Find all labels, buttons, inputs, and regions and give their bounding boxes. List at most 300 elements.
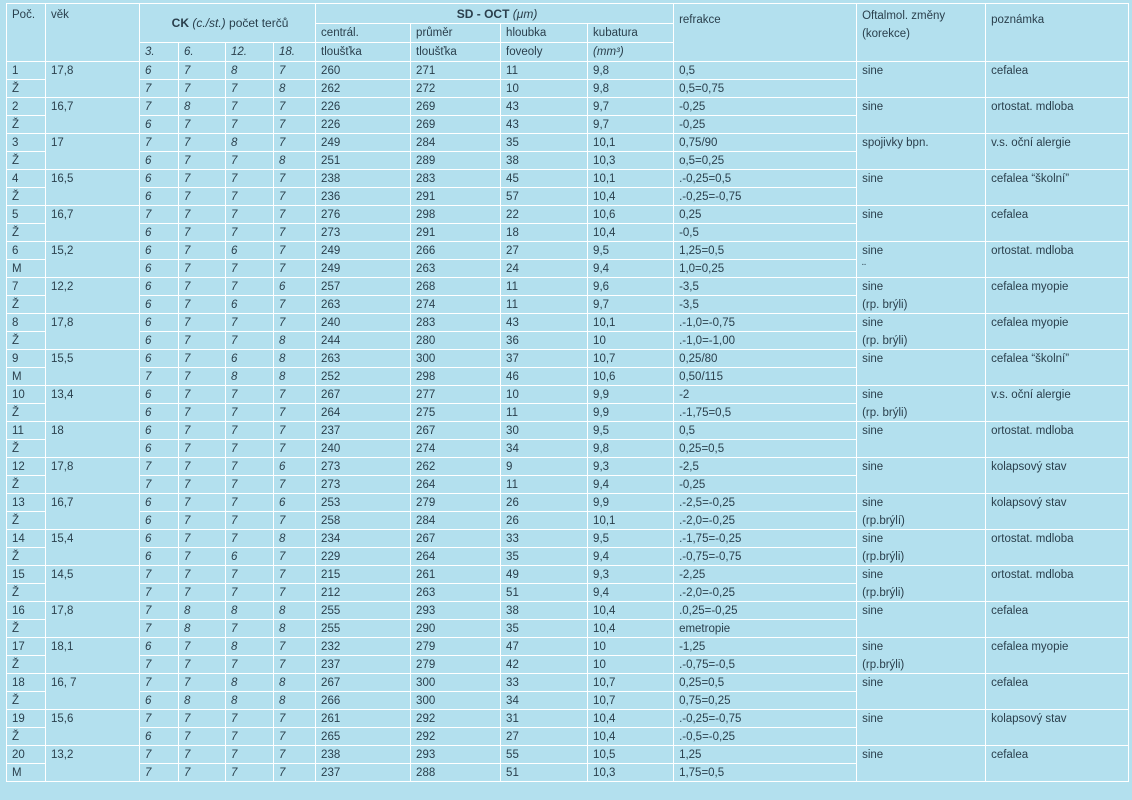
cell-ophthalmic-changes bbox=[857, 116, 986, 134]
cell-patient-number: Ž bbox=[7, 692, 46, 710]
cell-ck-18: 7 bbox=[274, 386, 316, 404]
cell-mean-thickness: 277 bbox=[411, 386, 501, 404]
cell-fovea-depth: 46 bbox=[501, 368, 588, 386]
cell-note: cefalea bbox=[986, 746, 1129, 764]
table-row bbox=[7, 278, 1129, 296]
cell-ck-12: 7 bbox=[226, 188, 274, 206]
cell-fovea-depth: 11 bbox=[501, 62, 588, 80]
cell-refraction: emetropie bbox=[674, 620, 857, 638]
cell-ck-6: 7 bbox=[179, 188, 226, 206]
cell-refraction: -2 bbox=[674, 386, 857, 404]
cell-cubature: 10,5 bbox=[588, 746, 674, 764]
cell-ck-12: 7 bbox=[226, 404, 274, 422]
cell-ck-12: 7 bbox=[226, 530, 274, 548]
cell-ck-18: 7 bbox=[274, 476, 316, 494]
cell-fovea-depth: 34 bbox=[501, 692, 588, 710]
cell-ck-3: 7 bbox=[140, 746, 179, 764]
cell-patient-number: 1 bbox=[7, 62, 46, 80]
cell-fovea-depth: 36 bbox=[501, 332, 588, 350]
cell-patient-number: Ž bbox=[7, 476, 46, 494]
cell-note: ortostat. mdloba bbox=[986, 566, 1129, 584]
cell-ck-3: 6 bbox=[140, 314, 179, 332]
cell-patient-number: 7 bbox=[7, 278, 46, 296]
cell-cubature: 9,9 bbox=[588, 494, 674, 512]
cell-note: kolapsový stav bbox=[986, 458, 1129, 476]
cell-mean-thickness: 279 bbox=[411, 638, 501, 656]
cell-ck-12: 8 bbox=[226, 602, 274, 620]
cell-refraction: 0,75/90 bbox=[674, 134, 857, 152]
cell-central-thickness: 249 bbox=[316, 242, 411, 260]
cell-age: 15,4 bbox=[46, 530, 140, 548]
cell-patient-number: 2 bbox=[7, 98, 46, 116]
table-row bbox=[7, 746, 1129, 764]
cell-age: 17,8 bbox=[46, 62, 140, 80]
cell-patient-number: 4 bbox=[7, 170, 46, 188]
cell-ck-6: 7 bbox=[179, 638, 226, 656]
cell-ophthalmic-changes: (rp.brýli) bbox=[857, 548, 986, 566]
cell-cubature: 10,4 bbox=[588, 620, 674, 638]
cell-refraction: .-2,5=-0,25 bbox=[674, 494, 857, 512]
table-row bbox=[7, 548, 1129, 566]
table-row bbox=[7, 656, 1129, 674]
cell-mean-thickness: 266 bbox=[411, 242, 501, 260]
table-row bbox=[7, 602, 1129, 620]
cell-ck-12: 6 bbox=[226, 296, 274, 314]
cell-ck-6: 7 bbox=[179, 278, 226, 296]
cell-patient-number: 20 bbox=[7, 746, 46, 764]
cell-note bbox=[986, 80, 1129, 98]
cell-note bbox=[986, 368, 1129, 386]
cell-refraction: o,5=0,25 bbox=[674, 152, 857, 170]
cell-ck-3: 6 bbox=[140, 62, 179, 80]
table-row bbox=[7, 386, 1129, 404]
table-row bbox=[7, 692, 1129, 710]
cell-ck-3: 6 bbox=[140, 494, 179, 512]
cell-cubature: 9,5 bbox=[588, 530, 674, 548]
cell-ck-3: 6 bbox=[140, 440, 179, 458]
cell-mean-thickness: 300 bbox=[411, 350, 501, 368]
cell-fovea-depth: 57 bbox=[501, 188, 588, 206]
table-row bbox=[7, 116, 1129, 134]
cell-fovea-depth: 11 bbox=[501, 404, 588, 422]
cell-fovea-depth: 10 bbox=[501, 80, 588, 98]
cell-mean-thickness: 279 bbox=[411, 494, 501, 512]
table-row bbox=[7, 458, 1129, 476]
cell-fovea-depth: 18 bbox=[501, 224, 588, 242]
header-oftalmol bbox=[857, 4, 986, 62]
cell-ophthalmic-changes bbox=[857, 152, 986, 170]
cell-ck-3: 6 bbox=[140, 422, 179, 440]
cell-ck-3: 7 bbox=[140, 80, 179, 98]
cell-central-thickness: 226 bbox=[316, 98, 411, 116]
cell-cubature: 9,6 bbox=[588, 278, 674, 296]
cell-note: cefalea bbox=[986, 206, 1129, 224]
cell-ophthalmic-changes: sine bbox=[857, 278, 986, 296]
cell-note bbox=[986, 152, 1129, 170]
header-kubatura-2: (mm³) bbox=[588, 43, 674, 62]
cell-ck-18: 7 bbox=[274, 260, 316, 278]
cell-cubature: 10,6 bbox=[588, 368, 674, 386]
cell-ophthalmic-changes bbox=[857, 80, 986, 98]
cell-ck-18: 8 bbox=[274, 620, 316, 638]
cell-refraction: 0,25=0,5 bbox=[674, 674, 857, 692]
header-sd-oct bbox=[316, 4, 674, 24]
cell-note bbox=[986, 404, 1129, 422]
cell-patient-number: M bbox=[7, 260, 46, 278]
cell-ck-12: 7 bbox=[226, 764, 274, 782]
cell-central-thickness: 253 bbox=[316, 494, 411, 512]
cell-cubature: 9,9 bbox=[588, 404, 674, 422]
cell-fovea-depth: 35 bbox=[501, 620, 588, 638]
cell-patient-number: 10 bbox=[7, 386, 46, 404]
cell-ck-3: 7 bbox=[140, 584, 179, 602]
cell-fovea-depth: 43 bbox=[501, 98, 588, 116]
table-row bbox=[7, 314, 1129, 332]
table-row bbox=[7, 584, 1129, 602]
table-row bbox=[7, 134, 1129, 152]
table-row bbox=[7, 242, 1129, 260]
cell-ck-3: 6 bbox=[140, 116, 179, 134]
cell-ophthalmic-changes: sine bbox=[857, 422, 986, 440]
cell-refraction: .-0,25=0,5 bbox=[674, 170, 857, 188]
cell-note bbox=[986, 584, 1129, 602]
cell-cubature: 10,4 bbox=[588, 602, 674, 620]
cell-fovea-depth: 33 bbox=[501, 530, 588, 548]
cell-ck-18: 7 bbox=[274, 314, 316, 332]
cell-refraction: -0,25 bbox=[674, 476, 857, 494]
cell-ck-6: 7 bbox=[179, 494, 226, 512]
cell-age bbox=[46, 332, 140, 350]
cell-ck-6: 7 bbox=[179, 548, 226, 566]
cell-cubature: 10,4 bbox=[588, 728, 674, 746]
cell-cubature: 10,7 bbox=[588, 674, 674, 692]
cell-mean-thickness: 288 bbox=[411, 764, 501, 782]
cell-mean-thickness: 274 bbox=[411, 296, 501, 314]
cell-central-thickness: 266 bbox=[316, 692, 411, 710]
cell-note: cefalea “školní” bbox=[986, 170, 1129, 188]
cell-ck-12: 7 bbox=[226, 728, 274, 746]
cell-fovea-depth: 24 bbox=[501, 260, 588, 278]
cell-ck-6: 8 bbox=[179, 602, 226, 620]
cell-ck-6: 8 bbox=[179, 620, 226, 638]
cell-ck-18: 8 bbox=[274, 152, 316, 170]
cell-age: 16, 7 bbox=[46, 674, 140, 692]
cell-refraction: .-0,25=-0,75 bbox=[674, 710, 857, 728]
cell-ck-3: 6 bbox=[140, 350, 179, 368]
cell-ck-18: 7 bbox=[274, 638, 316, 656]
cell-fovea-depth: 26 bbox=[501, 494, 588, 512]
cell-age: 13,4 bbox=[46, 386, 140, 404]
cell-note bbox=[986, 332, 1129, 350]
cell-refraction: 0,50/115 bbox=[674, 368, 857, 386]
cell-ophthalmic-changes: (rp. brýli) bbox=[857, 404, 986, 422]
cell-ophthalmic-changes: (rp.brýli) bbox=[857, 656, 986, 674]
cell-mean-thickness: 268 bbox=[411, 278, 501, 296]
cell-cubature: 10 bbox=[588, 638, 674, 656]
cell-ck-18: 6 bbox=[274, 494, 316, 512]
cell-ck-6: 7 bbox=[179, 134, 226, 152]
cell-mean-thickness: 284 bbox=[411, 512, 501, 530]
cell-central-thickness: 267 bbox=[316, 674, 411, 692]
cell-ck-18: 7 bbox=[274, 512, 316, 530]
cell-mean-thickness: 293 bbox=[411, 746, 501, 764]
cell-ck-6: 7 bbox=[179, 386, 226, 404]
table-row bbox=[7, 170, 1129, 188]
cell-ck-18: 7 bbox=[274, 566, 316, 584]
cell-ophthalmic-changes: (rp.brýli) bbox=[857, 584, 986, 602]
cell-central-thickness: 276 bbox=[316, 206, 411, 224]
cell-central-thickness: 240 bbox=[316, 314, 411, 332]
cell-refraction: .-1,0=-0,75 bbox=[674, 314, 857, 332]
table-row bbox=[7, 80, 1129, 98]
cell-fovea-depth: 51 bbox=[501, 764, 588, 782]
cell-patient-number: 11 bbox=[7, 422, 46, 440]
cell-patient-number: 19 bbox=[7, 710, 46, 728]
cell-age: 12,2 bbox=[46, 278, 140, 296]
cell-ck-18: 6 bbox=[274, 458, 316, 476]
cell-ophthalmic-changes: sine bbox=[857, 602, 986, 620]
cell-mean-thickness: 298 bbox=[411, 206, 501, 224]
cell-ck-18: 7 bbox=[274, 746, 316, 764]
cell-central-thickness: 265 bbox=[316, 728, 411, 746]
table-row bbox=[7, 332, 1129, 350]
cell-ck-18: 8 bbox=[274, 368, 316, 386]
cell-ophthalmic-changes: sine bbox=[857, 242, 986, 260]
cell-ck-6: 7 bbox=[179, 764, 226, 782]
cell-mean-thickness: 272 bbox=[411, 80, 501, 98]
cell-mean-thickness: 267 bbox=[411, 422, 501, 440]
cell-ck-18: 7 bbox=[274, 242, 316, 260]
header-poc: Poč. bbox=[7, 4, 46, 62]
cell-ck-6: 7 bbox=[179, 368, 226, 386]
cell-cubature: 9,7 bbox=[588, 296, 674, 314]
cell-ophthalmic-changes bbox=[857, 692, 986, 710]
cell-age bbox=[46, 368, 140, 386]
cell-refraction: -0,5 bbox=[674, 224, 857, 242]
cell-note: cefalea bbox=[986, 62, 1129, 80]
cell-patient-number: 13 bbox=[7, 494, 46, 512]
cell-central-thickness: 273 bbox=[316, 458, 411, 476]
header-ck-18: 18. bbox=[274, 43, 316, 62]
table-row bbox=[7, 62, 1129, 80]
cell-central-thickness: 263 bbox=[316, 350, 411, 368]
cell-ophthalmic-changes: sine bbox=[857, 170, 986, 188]
cell-patient-number: 9 bbox=[7, 350, 46, 368]
cell-refraction: -3,5 bbox=[674, 296, 857, 314]
cell-ck-12: 8 bbox=[226, 692, 274, 710]
cell-ck-3: 6 bbox=[140, 692, 179, 710]
cell-cubature: 10,4 bbox=[588, 710, 674, 728]
cell-ck-6: 7 bbox=[179, 656, 226, 674]
cell-cubature: 10,1 bbox=[588, 512, 674, 530]
cell-mean-thickness: 262 bbox=[411, 458, 501, 476]
cell-cubature: 9,5 bbox=[588, 422, 674, 440]
cell-ck-12: 8 bbox=[226, 62, 274, 80]
cell-note: kolapsový stav bbox=[986, 710, 1129, 728]
cell-patient-number: M bbox=[7, 764, 46, 782]
header-vek: věk bbox=[46, 4, 140, 62]
cell-ophthalmic-changes bbox=[857, 440, 986, 458]
cell-age bbox=[46, 584, 140, 602]
cell-age bbox=[46, 512, 140, 530]
cell-cubature: 9,4 bbox=[588, 548, 674, 566]
cell-ck-18: 7 bbox=[274, 134, 316, 152]
cell-ck-6: 7 bbox=[179, 80, 226, 98]
cell-refraction: .-1,75=0,5 bbox=[674, 404, 857, 422]
cell-fovea-depth: 38 bbox=[501, 602, 588, 620]
cell-age: 17,8 bbox=[46, 314, 140, 332]
cell-age bbox=[46, 656, 140, 674]
table-row bbox=[7, 710, 1129, 728]
cell-ck-12: 7 bbox=[226, 386, 274, 404]
cell-refraction: 0,5=0,75 bbox=[674, 80, 857, 98]
cell-ck-18: 7 bbox=[274, 764, 316, 782]
cell-fovea-depth: 49 bbox=[501, 566, 588, 584]
cell-central-thickness: 257 bbox=[316, 278, 411, 296]
cell-ck-12: 7 bbox=[226, 440, 274, 458]
cell-cubature: 10,1 bbox=[588, 134, 674, 152]
table-row bbox=[7, 152, 1129, 170]
cell-note: kolapsový stav bbox=[986, 494, 1129, 512]
cell-ck-3: 6 bbox=[140, 224, 179, 242]
cell-note bbox=[986, 620, 1129, 638]
cell-ck-6: 7 bbox=[179, 404, 226, 422]
cell-mean-thickness: 290 bbox=[411, 620, 501, 638]
cell-ophthalmic-changes bbox=[857, 188, 986, 206]
cell-patient-number: Ž bbox=[7, 116, 46, 134]
table-row bbox=[7, 98, 1129, 116]
cell-patient-number: Ž bbox=[7, 584, 46, 602]
cell-ck-12: 7 bbox=[226, 332, 274, 350]
cell-age bbox=[46, 692, 140, 710]
cell-note bbox=[986, 296, 1129, 314]
cell-ck-3: 7 bbox=[140, 710, 179, 728]
cell-note bbox=[986, 224, 1129, 242]
cell-fovea-depth: 26 bbox=[501, 512, 588, 530]
cell-cubature: 10,1 bbox=[588, 314, 674, 332]
cell-ophthalmic-changes: sine bbox=[857, 746, 986, 764]
cell-cubature: 9,8 bbox=[588, 62, 674, 80]
cell-ck-6: 7 bbox=[179, 224, 226, 242]
cell-ck-6: 7 bbox=[179, 350, 226, 368]
cell-ophthalmic-changes bbox=[857, 224, 986, 242]
cell-mean-thickness: 269 bbox=[411, 116, 501, 134]
cell-ophthalmic-changes: (rp.brýlí) bbox=[857, 512, 986, 530]
cell-ck-3: 7 bbox=[140, 206, 179, 224]
cell-ck-12: 7 bbox=[226, 458, 274, 476]
cell-ck-18: 7 bbox=[274, 404, 316, 422]
table-row bbox=[7, 620, 1129, 638]
header-oftal-line2: (korekce) bbox=[862, 28, 910, 40]
cell-refraction: -1,25 bbox=[674, 638, 857, 656]
cell-note bbox=[986, 512, 1129, 530]
cell-central-thickness: 249 bbox=[316, 260, 411, 278]
cell-ck-12: 6 bbox=[226, 350, 274, 368]
cell-ophthalmic-changes: sine bbox=[857, 62, 986, 80]
cell-ck-6: 7 bbox=[179, 116, 226, 134]
header-ck-3: 3. bbox=[140, 43, 179, 62]
cell-ophthalmic-changes: sine bbox=[857, 566, 986, 584]
cell-ck-6: 7 bbox=[179, 530, 226, 548]
cell-ck-18: 7 bbox=[274, 548, 316, 566]
cell-ck-3: 7 bbox=[140, 602, 179, 620]
cell-fovea-depth: 10 bbox=[501, 386, 588, 404]
cell-fovea-depth: 37 bbox=[501, 350, 588, 368]
cell-refraction: 1,75=0,5 bbox=[674, 764, 857, 782]
cell-age: 15,5 bbox=[46, 350, 140, 368]
cell-patient-number: 8 bbox=[7, 314, 46, 332]
cell-ck-12: 8 bbox=[226, 134, 274, 152]
cell-age bbox=[46, 224, 140, 242]
cell-ck-6: 7 bbox=[179, 314, 226, 332]
cell-note: cefalea “školní” bbox=[986, 350, 1129, 368]
cell-ck-3: 7 bbox=[140, 764, 179, 782]
cell-mean-thickness: 264 bbox=[411, 548, 501, 566]
cell-ck-6: 7 bbox=[179, 152, 226, 170]
cell-cubature: 10,3 bbox=[588, 152, 674, 170]
cell-cubature: 9,4 bbox=[588, 584, 674, 602]
cell-ck-6: 7 bbox=[179, 296, 226, 314]
cell-ck-3: 6 bbox=[140, 548, 179, 566]
cell-ck-3: 6 bbox=[140, 638, 179, 656]
cell-central-thickness: 234 bbox=[316, 530, 411, 548]
cell-cubature: 10,4 bbox=[588, 188, 674, 206]
cell-ck-3: 6 bbox=[140, 530, 179, 548]
cell-ck-18: 7 bbox=[274, 728, 316, 746]
cell-patient-number: Ž bbox=[7, 728, 46, 746]
cell-age: 17,8 bbox=[46, 602, 140, 620]
results-table bbox=[6, 3, 1129, 782]
cell-mean-thickness: 275 bbox=[411, 404, 501, 422]
header-prumer-2: tloušťka bbox=[411, 43, 501, 62]
cell-central-thickness: 263 bbox=[316, 296, 411, 314]
cell-age: 16,7 bbox=[46, 206, 140, 224]
cell-refraction: 0,25 bbox=[674, 206, 857, 224]
cell-age bbox=[46, 764, 140, 782]
cell-ck-6: 8 bbox=[179, 98, 226, 116]
cell-note: cefalea myopie bbox=[986, 638, 1129, 656]
table-row bbox=[7, 494, 1129, 512]
cell-cubature: 10,7 bbox=[588, 350, 674, 368]
header-sd-bold: SD - OCT bbox=[456, 6, 510, 21]
header-ck-12: 12. bbox=[226, 43, 274, 62]
cell-fovea-depth: 55 bbox=[501, 746, 588, 764]
cell-mean-thickness: 291 bbox=[411, 188, 501, 206]
cell-mean-thickness: 261 bbox=[411, 566, 501, 584]
cell-ck-6: 7 bbox=[179, 422, 226, 440]
cell-cubature: 9,3 bbox=[588, 566, 674, 584]
cell-ck-12: 7 bbox=[226, 620, 274, 638]
cell-mean-thickness: 292 bbox=[411, 710, 501, 728]
table-row bbox=[7, 440, 1129, 458]
header-poznamka: poznámka bbox=[986, 4, 1129, 62]
cell-ck-3: 6 bbox=[140, 278, 179, 296]
cell-central-thickness: 262 bbox=[316, 80, 411, 98]
header-ck-rest: počet terčů bbox=[229, 16, 289, 30]
cell-cubature: 9,4 bbox=[588, 476, 674, 494]
cell-age bbox=[46, 116, 140, 134]
cell-refraction: .-2,0=-0,25 bbox=[674, 512, 857, 530]
cell-ck-6: 7 bbox=[179, 728, 226, 746]
cell-patient-number: 16 bbox=[7, 602, 46, 620]
cell-ck-6: 7 bbox=[179, 242, 226, 260]
table-row bbox=[7, 260, 1129, 278]
cell-central-thickness: 215 bbox=[316, 566, 411, 584]
cell-patient-number: Ž bbox=[7, 80, 46, 98]
cell-cubature: 10 bbox=[588, 656, 674, 674]
cell-central-thickness: 212 bbox=[316, 584, 411, 602]
cell-central-thickness: 273 bbox=[316, 476, 411, 494]
